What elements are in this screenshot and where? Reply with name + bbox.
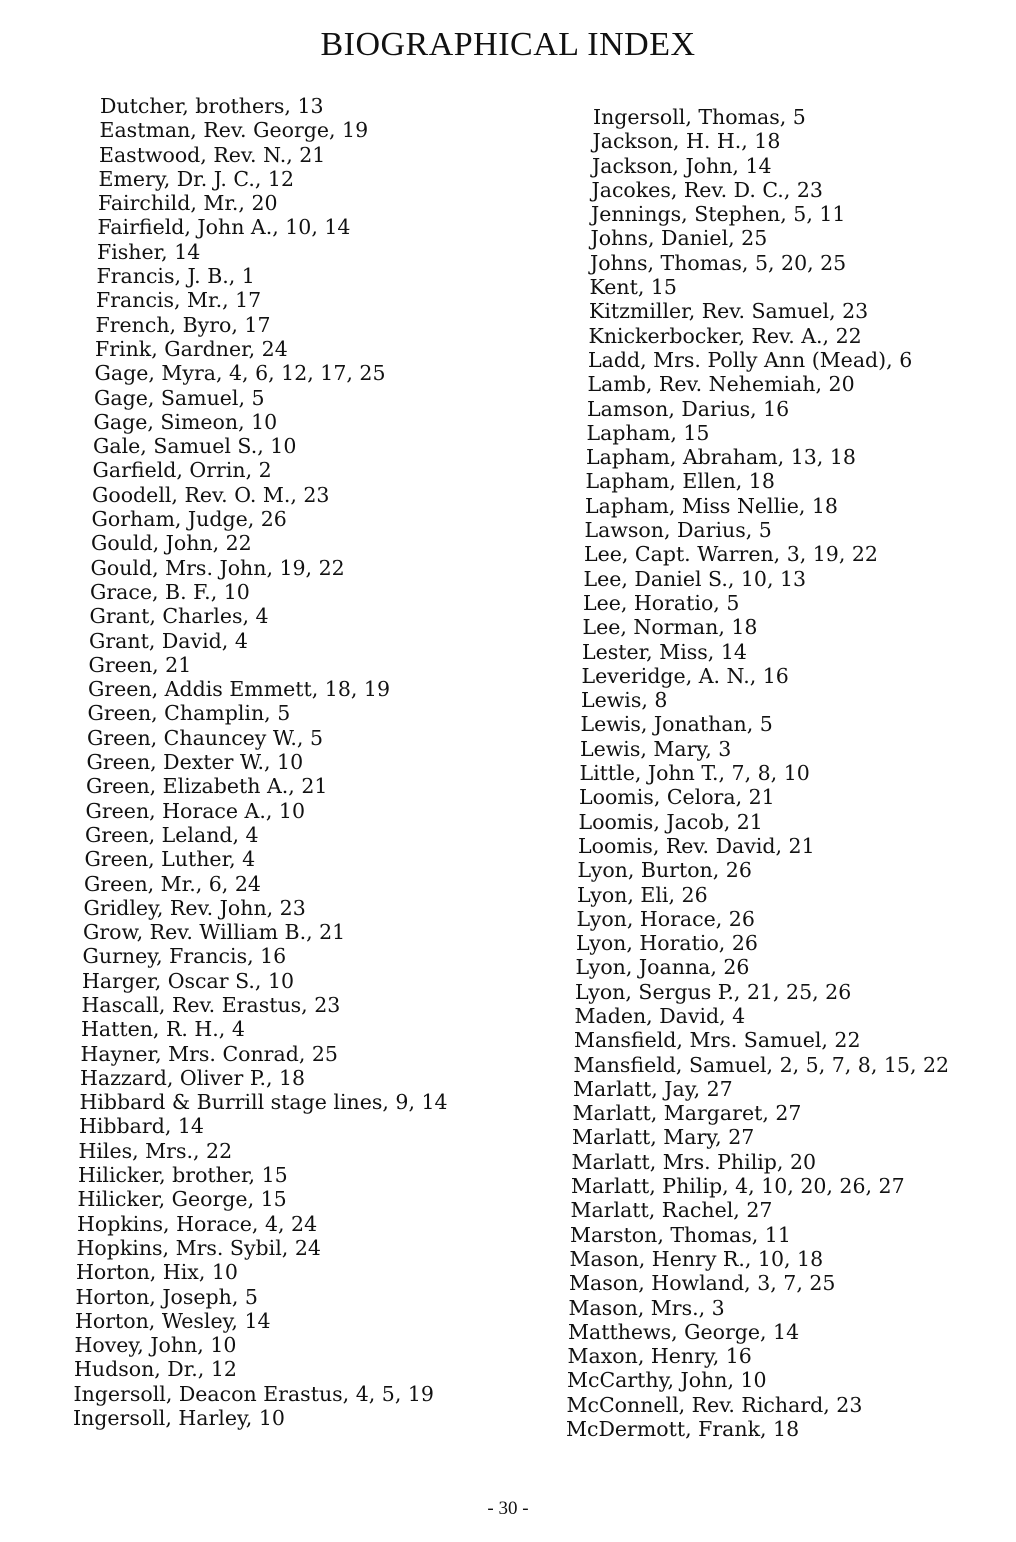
- index-entry: Green, Leland, 4: [85, 822, 259, 847]
- index-entry: Lapham, Abraham, 13, 18: [586, 445, 856, 470]
- index-entry: Green, Horace A., 10: [85, 798, 305, 823]
- index-entry: Fairchild, Mr., 20: [98, 191, 278, 216]
- index-entry: Lawson, Darius, 5: [584, 518, 772, 543]
- index-entry: Ladd, Mrs. Polly Ann (Mead), 6: [588, 347, 913, 372]
- index-entry: Gage, Simeon, 10: [93, 409, 278, 434]
- index-entry: Jennings, Stephen, 5, 11: [591, 202, 846, 227]
- index-entry: Grow, Rev. William B., 21: [83, 920, 346, 945]
- index-entry: Green, Champlin, 5: [87, 701, 291, 726]
- index-entry: Hilicker, brother, 15: [78, 1163, 288, 1188]
- index-entry: Lyon, Burton, 26: [577, 858, 752, 883]
- index-entry: Hayner, Mrs. Conrad, 25: [80, 1041, 338, 1066]
- index-entry: Grant, Charles, 4: [89, 604, 269, 629]
- index-entry: Johns, Daniel, 25: [590, 226, 768, 251]
- index-entry: Lee, Norman, 18: [582, 615, 758, 640]
- index-entry: Lewis, Jonathan, 5: [580, 712, 773, 737]
- index-entry: Gale, Samuel S., 10: [93, 434, 297, 459]
- index-entry: Horton, Hix, 10: [76, 1260, 238, 1285]
- index-entry: Lee, Horatio, 5: [583, 590, 740, 615]
- index-entry: Hascall, Rev. Erastus, 23: [81, 992, 341, 1017]
- index-entry: Mansfield, Samuel, 2, 5, 7, 8, 15, 22: [573, 1052, 950, 1077]
- index-entry: French, Byro, 17: [95, 312, 271, 337]
- index-entry: Gould, John, 22: [91, 531, 252, 556]
- index-entry: Harger, Oscar S., 10: [82, 968, 295, 993]
- index-entry: Little, John T., 7, 8, 10: [579, 761, 810, 786]
- index-entry: Emery, Dr. J. C., 12: [98, 166, 294, 191]
- index-entry: Marlatt, Jay, 27: [573, 1076, 733, 1101]
- index-column-right: [565, 105, 1005, 1441]
- index-entry: McCarthy, John, 10: [567, 1368, 767, 1393]
- index-entry: Ingersoll, Thomas, 5: [593, 105, 806, 129]
- index-entry: Eastwood, Rev. N., 21: [99, 142, 326, 167]
- index-entry: Hilicker, George, 15: [77, 1187, 287, 1212]
- index-entry: Gorham, Judge, 26: [91, 507, 287, 532]
- index-entry: Matthews, George, 14: [568, 1319, 800, 1344]
- index-entry: Lyon, Horace, 26: [576, 906, 755, 931]
- index-entry: Hatten, R. H., 4: [81, 1017, 245, 1042]
- index-entry: Hopkins, Horace, 4, 24: [77, 1211, 318, 1236]
- index-entry: Grace, B. F., 10: [90, 579, 250, 604]
- index-entry: Hibbard & Burrill stage lines, 9, 14: [79, 1090, 448, 1115]
- index-entry: Grant, David, 4: [89, 628, 248, 653]
- index-entry: Knickerbocker, Rev. A., 22: [588, 323, 862, 348]
- index-entry: Horton, Wesley, 14: [75, 1308, 271, 1333]
- index-entry: Green, 21: [88, 652, 192, 677]
- index-entry: Green, Addis Emmett, 18, 19: [88, 677, 391, 702]
- index-entry: Marston, Thomas, 11: [570, 1222, 791, 1247]
- page-title: BIOGRAPHICAL INDEX: [320, 26, 696, 63]
- index-entry: Hovey, John, 10: [74, 1333, 237, 1358]
- index-entry: Eastman, Rev. George, 19: [99, 118, 369, 143]
- index-entry: Maden, David, 4: [574, 1003, 746, 1028]
- index-entry: Gurney, Francis, 16: [82, 944, 287, 969]
- index-entry: Gage, Myra, 4, 6, 12, 17, 25: [94, 361, 386, 386]
- index-entry: Green, Elizabeth A., 21: [86, 774, 328, 799]
- index-entry: Francis, J. B., 1: [96, 264, 255, 289]
- index-entry: Lyon, Joanna, 26: [575, 955, 750, 980]
- index-entry: Lyon, Sergus P., 21, 25, 26: [575, 979, 852, 1004]
- index-entry: Jacokes, Rev. D. C., 23: [591, 177, 823, 202]
- index-entry: Francis, Mr., 17: [96, 288, 262, 313]
- index-entry: Marlatt, Mrs. Philip, 20: [571, 1149, 817, 1174]
- index-entry: Mansfield, Mrs. Samuel, 22: [574, 1028, 861, 1053]
- index-entry: Marlatt, Philip, 4, 10, 20, 26, 27: [571, 1174, 905, 1199]
- index-entry: Hazzard, Oliver P., 18: [80, 1065, 306, 1090]
- index-entry: Fisher, 14: [97, 239, 201, 264]
- index-entry: Marlatt, Mary, 27: [572, 1125, 755, 1150]
- index-entry: Ingersoll, Harley, 10: [73, 1406, 285, 1431]
- index-entry: Gridley, Rev. John, 23: [83, 895, 306, 920]
- index-entry: Hibbard, 14: [79, 1114, 204, 1139]
- index-entry: Lewis, 8: [581, 688, 668, 713]
- index-entry: Lyon, Horatio, 26: [576, 931, 758, 956]
- index-entry: Mason, Mrs., 3: [568, 1295, 725, 1320]
- index-entry: Hiles, Mrs., 22: [78, 1138, 233, 1163]
- index-entry: Jackson, John, 14: [592, 153, 772, 178]
- index-entry: Fairfield, John A., 10, 14: [97, 215, 351, 240]
- index-entry: Lamson, Darius, 16: [587, 396, 790, 421]
- index-entry: Johns, Thomas, 5, 20, 25: [590, 250, 847, 275]
- index-entry: Garfield, Orrin, 2: [92, 458, 272, 483]
- index-entry: Lamb, Rev. Nehemiah, 20: [587, 372, 855, 397]
- index-entry: Lester, Miss, 14: [582, 639, 747, 664]
- index-entry: Dutcher, brothers, 13: [100, 94, 324, 118]
- index-entry: Horton, Joseph, 5: [75, 1284, 258, 1309]
- index-entry: Lewis, Mary, 3: [580, 736, 732, 761]
- index-entry: Green, Mr., 6, 24: [84, 871, 261, 896]
- index-entry: Lee, Capt. Warren, 3, 19, 22: [584, 542, 878, 567]
- index-entry: Gage, Samuel, 5: [94, 385, 265, 410]
- index-entry: Lapham, Miss Nellie, 18: [585, 493, 838, 518]
- index-entry: Marlatt, Rachel, 27: [570, 1198, 773, 1223]
- index-entry: Mason, Henry R., 10, 18: [569, 1246, 824, 1271]
- index-entry: Lee, Daniel S., 10, 13: [583, 566, 807, 591]
- index-entry: Green, Chauncey W., 5: [87, 725, 323, 750]
- index-entry: Green, Luther, 4: [84, 847, 256, 872]
- index-entry: Jackson, H. H., 18: [592, 129, 781, 154]
- index-entry: McDermott, Frank, 18: [566, 1417, 800, 1442]
- index-entry: Frink, Gardner, 24: [95, 336, 288, 361]
- index-entry: Kitzmiller, Rev. Samuel, 23: [589, 299, 869, 324]
- index-entry: Lapham, Ellen, 18: [585, 469, 775, 494]
- index-entry: Loomis, Jacob, 21: [578, 809, 763, 834]
- index-entry: Lyon, Eli, 26: [577, 882, 708, 907]
- index-entry: Maxon, Henry, 16: [567, 1344, 752, 1369]
- index-entry: Leveridge, A. N., 16: [581, 663, 789, 688]
- index-entry: Loomis, Celora, 21: [579, 785, 775, 810]
- index-entry: Marlatt, Margaret, 27: [572, 1101, 802, 1126]
- index-entry: Goodell, Rev. O. M., 23: [92, 482, 330, 507]
- index-entry: McConnell, Rev. Richard, 23: [566, 1392, 863, 1417]
- index-entry: Loomis, Rev. David, 21: [578, 833, 815, 858]
- index-entry: Lapham, 15: [586, 420, 710, 445]
- index-entry: Hopkins, Mrs. Sybil, 24: [76, 1235, 321, 1260]
- index-entry: Mason, Howland, 3, 7, 25: [569, 1271, 836, 1296]
- index-entry: Gould, Mrs. John, 19, 22: [90, 555, 345, 580]
- index-entry: Kent, 15: [589, 275, 677, 300]
- index-entry: Green, Dexter W., 10: [86, 750, 304, 775]
- index-entry: Hudson, Dr., 12: [74, 1357, 237, 1382]
- index-entry: Ingersoll, Deacon Erastus, 4, 5, 19: [73, 1381, 434, 1406]
- index-column-left: [72, 94, 512, 1430]
- page-number: - 30 -: [487, 1498, 529, 1519]
